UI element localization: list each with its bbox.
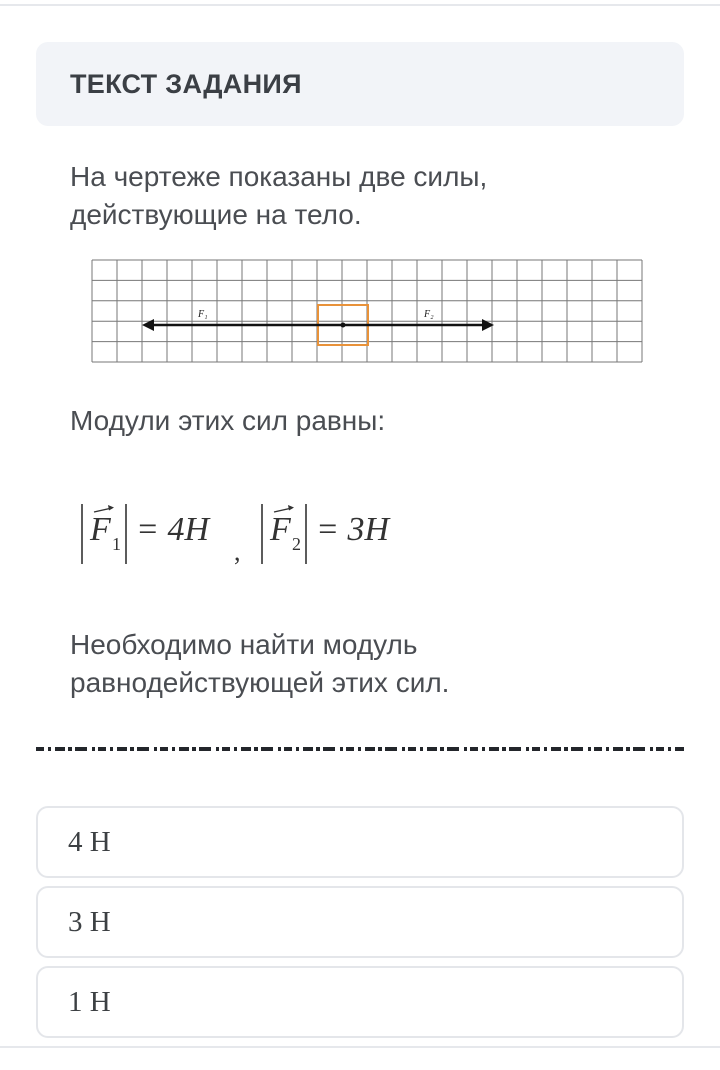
formula-separator: , — [234, 537, 241, 566]
task-paragraph-3: Необходимо найти модуль равнодействующей этих сил. — [70, 629, 450, 698]
answer-option-label: 4 Н — [68, 825, 111, 858]
dashed-separator — [36, 746, 684, 752]
answer-option-label: 1 Н — [68, 985, 111, 1018]
vector-arrow-tip-icon — [108, 505, 114, 511]
force1-label: F₁ — [198, 309, 208, 320]
answer-option-label: 3 Н — [68, 905, 111, 938]
f1-index: 1 — [112, 534, 121, 554]
f1-value: = 4H — [136, 511, 209, 548]
bottom-divider — [0, 1046, 720, 1048]
top-divider — [0, 4, 720, 6]
vector-arrow-tip-icon — [288, 505, 294, 511]
body-center-dot — [341, 323, 346, 328]
answer-option-3[interactable] — [36, 966, 684, 1038]
task-header-title: ТЕКСТ ЗАДАНИЯ — [70, 68, 302, 99]
f2-value: = 3H — [316, 511, 389, 548]
answer-option-2[interactable] — [36, 886, 684, 958]
task-paragraph-1: На чертеже показаны две силы, действующие на тело. — [70, 161, 488, 230]
task-paragraph-2: Модули этих сил равны: — [70, 405, 386, 436]
force2-label: F₂ — [424, 309, 434, 320]
f1-symbol: F — [90, 511, 111, 548]
answer-option-1[interactable] — [36, 806, 684, 878]
task-header — [36, 42, 684, 126]
f2-index: 2 — [292, 534, 301, 554]
force-diagram — [90, 256, 646, 366]
f2-symbol: F — [270, 511, 291, 548]
force-magnitudes-formula — [76, 494, 436, 574]
